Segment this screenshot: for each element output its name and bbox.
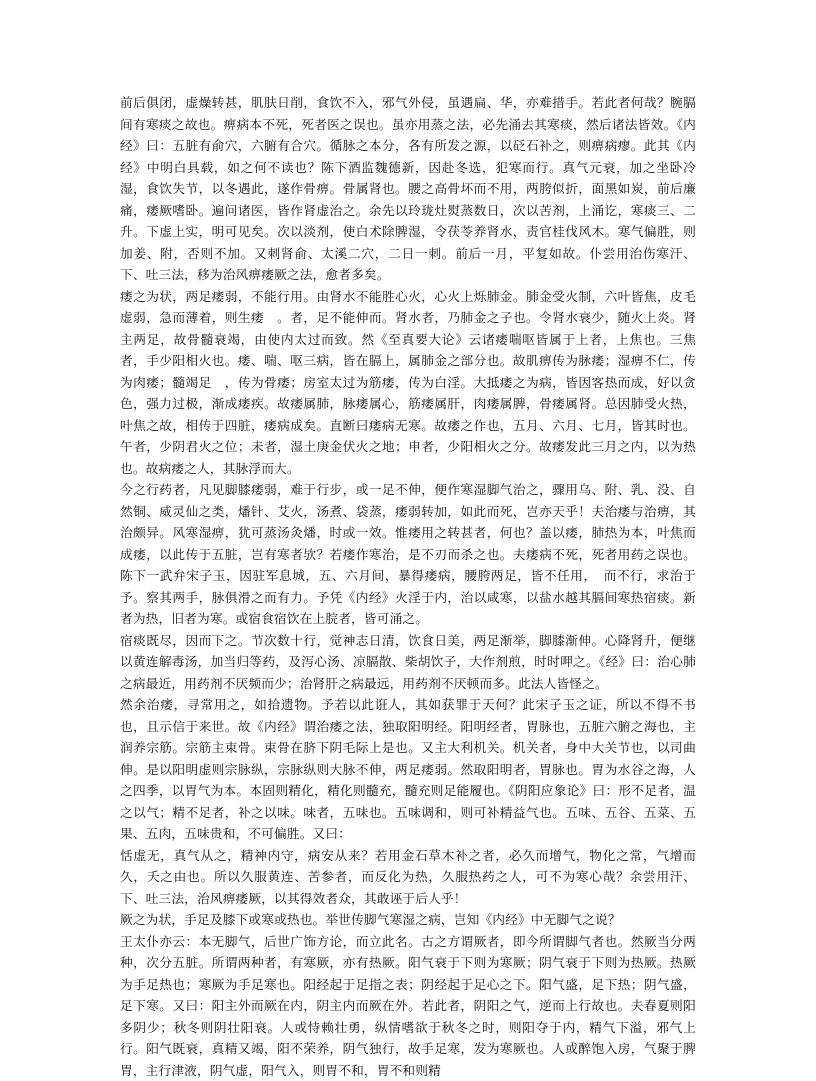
paragraph-5: 然余治痿，寻常用之，如拾遗物。予若以此诳人，其如获罪于天何？此宋子玉之证，所以不得不书也，且示信于来世。故《内经》谓治痿之法，独取阳明经。阳明经者，胃脉也，五脏六腑之海也，主润养宗筋。宗筋主束骨。束骨在脐下阴毛际上是也。又主大利机关。机关者，身中大关节也，以司曲伸。是以阳明虚则宗脉纵，宗脉纵则大脉不伸，两足痿弱。然取阳明者，胃脉也。胃为水谷之海，人之四季，以胃气为本。本固则精化，精化则髓充，髓充则足能履也。《阴阳应象论》曰：形不足者，温之以气；精不足者，补之以味。味者，五味也。五味调和，则可补精益气也。五味、五谷、五菜、五果、五肉，五味贵和，不可偏胜。又曰： [120,694,696,845]
document-page [120,92,696,1081]
paragraph-8: 王太仆亦云：本无脚气，后世广饰方论，而立此名。古之方谓厥者，即今所谓脚气者也。然厥当分两种，次分五脏。所谓两种者，有寒厥，亦有热厥。阳气衰于下则为寒厥；阴气衰于下则为热厥。热厥为手足热也；寒厥为手足寒也。阳经起于足指之表；阴经起于足心之下。阳气盛，足下热；阴气盛，足下寒。又曰：阳主外而厥在内，阴主内而厥在外。若此者，阴阳之气，逆而上行故也。夫春夏则阳多阴少；秋冬则阴壮阳衰。人或恃赖壮勇，纵情嗜欲于秋冬之时，则阳夺于内，精气下溢，邪气上行。阳气既衰，真精又竭，阳不荣养，阴气独行，故手足寒，发为寒厥也。人或醉饱入房，气聚于脾胃，主行津液，阴气虚，阳气入，则胃不和，胃不和则精 [120,931,696,1081]
paragraph-2: 痿之为状，两足痿弱，不能行用。由肾水不能胜心火，心火上烁肺金。肺金受火制，六叶皆焦，皮毛虚弱，急而薄着，则生痿 。者，足不能伸而。肾水者，乃肺金之子也。令肾水衰少，随火上炎。肾主两足，故骨髓衰竭，由使内太过而致。然《至真要大论》云诸痿喘呕皆属于上者，上焦也。三焦者，手少阳相火也。痿、喘、呕三病，皆在膈上，属肺金之部分也。故肌痹传为脉痿；湿痹不仁，传为肉痿；髓竭足 ，传为骨痿；房室太过为筋痿，传为白淫。大抵痿之为病，皆因客热而成，好以贪色，强力过极，渐成痿疾。故痿属肺，脉痿属心，筋痿属肝，肉痿属脾，骨痿属肾。总因肺受火热，叶焦之故，相传于四脏，痿病成矣。直断曰痿病无寒。故痿之作也，五月、六月、七月，皆其时也。午者，少阴君火之位；未者，湿土庚金伏火之地；申者，少阳相火之分。故痿发此三月之内，以为热也。故病痿之人，其脉浮而大。 [120,286,696,480]
paragraph-6: 恬虚无，真气从之，精神内守，病安从来？若用金石草木补之者，必久而增气，物化之常，气增而久，夭之由也。所以久服黄连、苦参者，而反化为热，久服热药之人，可不为寒心哉？余尝用汗、下、吐三法，治风痹痿厥，以其得效者众，其敢诬于后人乎！ [120,845,696,910]
paragraph-1: 前后俱闭，虚燥转甚，肌肤日削，食饮不入，邪气外侵，虽遇扁、华，亦难措手。若此者何哉？腕膈间有寒痰之故也。痹病本不死，死者医之误也。虽亦用蒸之法，必先涌去其寒痰，然后诸法皆效。《内经》曰：五脏有俞穴，六腑有合穴。循脉之本分，各有所发之源，以砭石补之，则痹病瘳。此其《内经》中明白具载，如之何不读也？陈下酒监魏德新，因赴冬选，犯寒而行。真气元衰，加之坐卧冷湿，食饮失节，以冬遇此，遂作骨痹。骨属肾也。腰之高骨坏而不用，两胯似折，面黑如炭，前后廉痛，痿厥嗜卧。遍问诸医，皆作肾虚治之。余先以玲珑灶熨蒸数日，次以苦剂，上涌讫，寒痰三、二升。下虚上实，明可见矣。次以淡剂，使白术除脾湿，令茯苓养肾水，责官桂伐风木。寒气偏胜，则加姜、附，否则不加。又刺肾俞、太溪二穴，二日一刺。前后一月，平复如故。仆尝用治伤寒汗、下、吐三法，移为治风痹痿厥之法，愈者多矣。 [120,92,696,286]
paragraph-4: 宿痰既尽，因而下之。节次数十行，觉神志日清，饮食日美，两足渐举，脚膝渐伸。心降肾升，便继以黄连解毒汤，加当归等药，及泻心汤、凉膈散、柴胡饮子，大作剂煎，时时呷之。《经》曰：治心肺之病最近，用药剂不厌频而少；治肾肝之病最远，用药剂不厌顿而多。此法人皆怪之。 [120,630,696,695]
paragraph-7: 厥之为状，手足及膝下或寒或热也。举世传脚气寒湿之病，岂知《内经》中无脚气之说？ [120,909,696,931]
paragraph-3: 今之行药者，凡见脚膝痿弱，难于行步，或一足不伸，便作寒湿脚气治之，骤用乌、附、乳、没、自然铜、威灵仙之类，燔针、艾火，汤煮、袋蒸，痿弱转加，如此而死，岂亦天乎！夫治痿与治痹，其治颇异。风寒湿痹，犹可蒸汤灸燔，时或一效。惟痿用之转甚者，何也？盖以痿，肺热为本，叶焦而成痿，以此传于五脏，岂有寒者欤？若痿作寒治，是不刃而杀之也。夫痿病不死，死者用药之误也。陈下一武弁宋子玉，因驻军息城，五、六月间，暴得痿病，腰胯两足，皆不任用， 而不行，求治于予。察其两手，脉俱滑之而有力。予凭《内经》火淫于内，治以咸寒，以盐水越其膈间寒热宿痰。新者为热，旧者为寒。或宿食宿饮在上脘者，皆可涌之。 [120,479,696,630]
